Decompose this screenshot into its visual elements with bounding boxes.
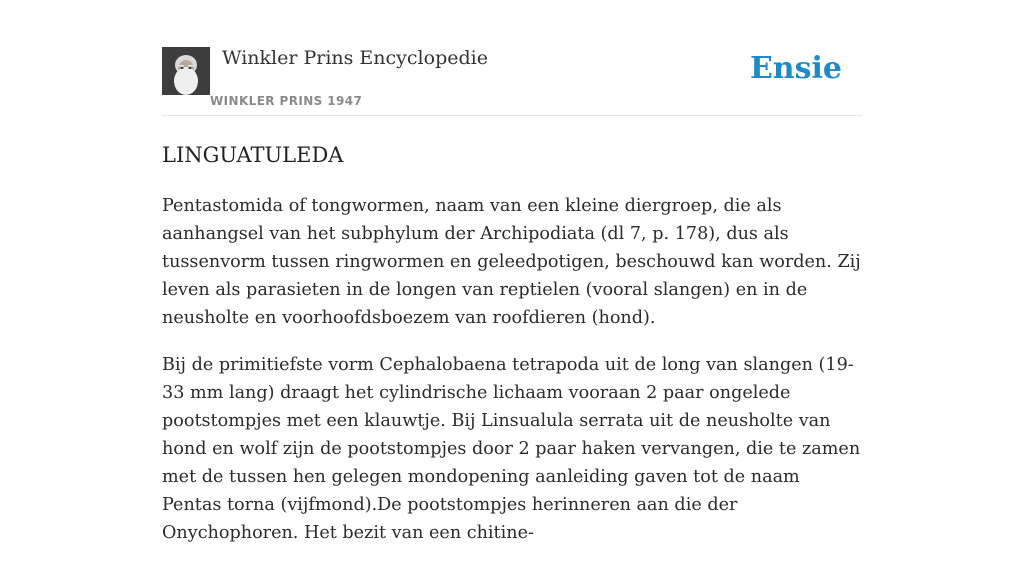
brand-logo[interactable]: Ensie [749, 51, 842, 86]
article-paragraph: Pentastomida of tongwormen, naam van een kleine diergroep, die als aanhangsel van het subphylum der Archipodiata (dl 7, p. 178), dus als tussenvorm tussen ringwormen en geleedpotigen, beschouwd kan worden. Zij leven als parasieten in de longen van reptielen (vooral slangen) en in de neusholte en voorhoofdsboezem van roofdieren (hond). [162, 196, 861, 328]
article-body [162, 192, 862, 566]
article-header [162, 0, 862, 116]
content-container [162, 0, 862, 543]
source-subtitle: WINKLER PRINS 1947 [210, 94, 363, 108]
portrait-avatar-icon[interactable] [162, 47, 210, 95]
source-name[interactable]: Winkler Prins Encyclopedie [222, 47, 488, 69]
article-title: LINGUATULEDA [162, 143, 344, 167]
article-paragraph: Bij de primitiefste vorm Cephalobaena tetrapoda uit de long van slangen (19-33 mm lang) draagt het cylindrische lichaam vooraan 2 paar ongelede pootstompjes met een klauwtje. Bij Linsualula serrata uit de neusholte van hond en wolf zijn de pootstompjes door 2 paar haken vervangen, die te zamen met de tussen hen gelegen mondopening aanleiding gaven tot de naam Pentas torna (vijfmond).De pootstompjes herinneren aan die der Onychophoren. Het bezit van een chitine- [162, 355, 861, 543]
portrait-graphic [162, 47, 210, 95]
